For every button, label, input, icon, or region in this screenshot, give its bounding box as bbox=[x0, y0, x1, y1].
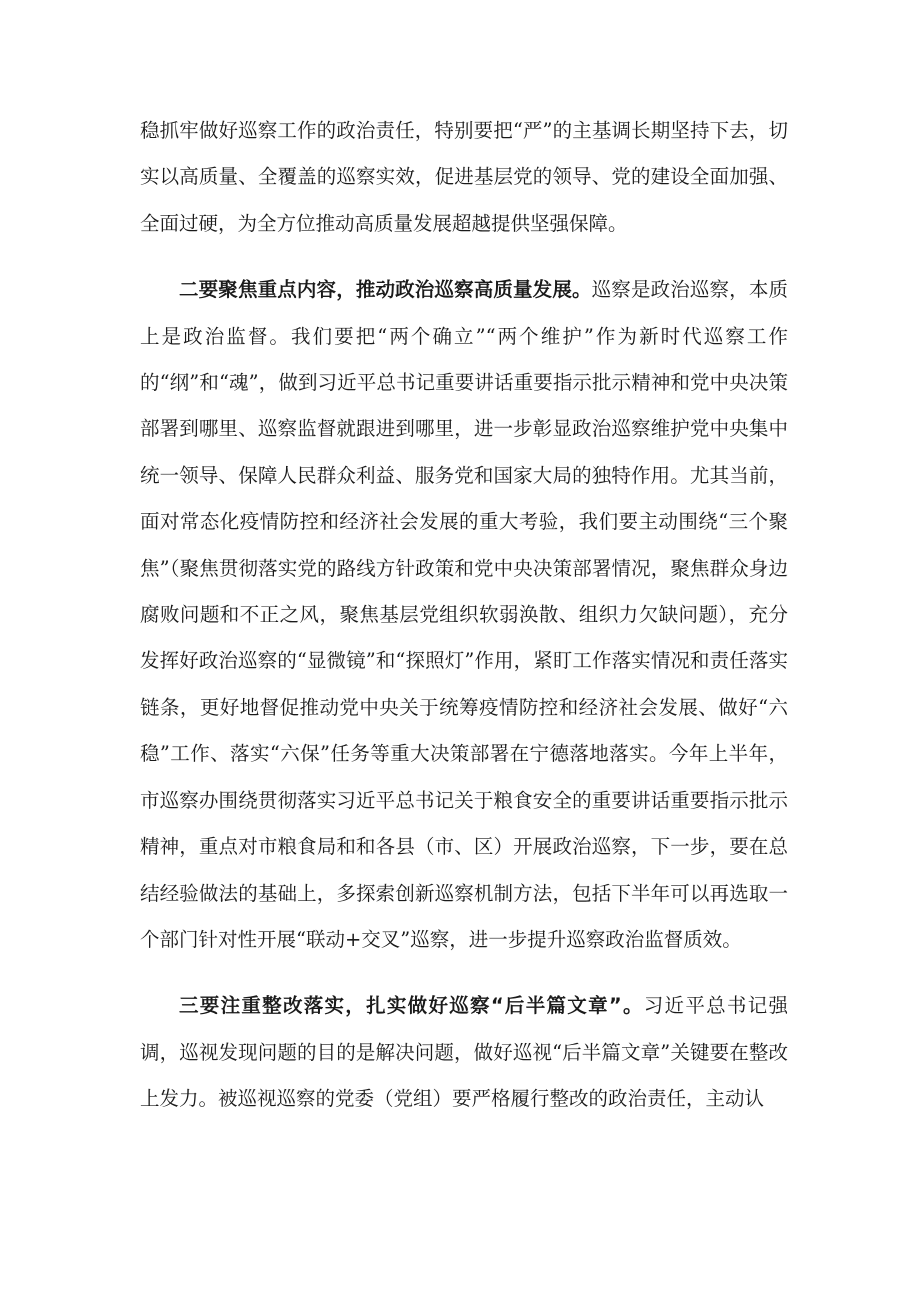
paragraph-1-body: 稳抓牢做好巡察工作的政治责任，特别要把“严”的主基调长期坚持下去，切实以高质量、全覆盖的巡察实效，促进基层党的领导、党的建设全面加强、全面过硬，为全方位推动高质量发展超越提供坚强保障。 bbox=[140, 119, 788, 235]
paragraph-2-body: 巡察是政治巡察，本质上是政治监督。我们要把“两个确立”“两个维护”作为新时代巡察工作的“纲”和“魂”，做到习近平总书记重要讲话重要指示批示精神和党中央决策部署到哪里、巡察监督就跟进到哪里，进一步彰显政治巡察维护党中央集中统一领导、保障人民群众利益、服务党和国家大局的独特作用。尤其当前，面对常态化疫情防控和经济社会发展的重大考验，我们要主动围绕“三个聚焦”（聚焦贯彻落实党的路线方针政策和党中央决策部署情况，聚焦群众身边腐败问题和不正之风，聚焦基层党组织软弱涣散、组织力欠缺问题），充分发挥好政治巡察的“显微镜”和“探照灯”作用，紧盯工作落实情况和责任落实链条，更好地督促推动党中央关于统筹疫情防控和经济社会发展、做好“六稳”工作、落实“六保”任务等重大决策部署在宁德落地落实。今年上半年，市巡察办围绕贯彻落实习近平总书记关于粮食安全的重要讲话重要指示批示精神，重点对市粮食局和和各县（市、区）开展政治巡察，下一步，要在总结经验做法的基础上，多探索创新巡察机制方法，包括下半年可以再选取一个部门针对性开展“联动+交叉”巡察，进一步提升巡察政治监督质效。 bbox=[140, 278, 788, 951]
paragraph-3-heading: 三要注重整改落实，扎实做好巡察“后半篇文章”。 bbox=[179, 994, 644, 1018]
document-page bbox=[140, 108, 788, 1123]
paragraph-1 bbox=[140, 108, 788, 247]
paragraph-2 bbox=[140, 267, 788, 963]
paragraph-3 bbox=[140, 983, 788, 1122]
paragraph-2-heading: 二要聚焦重点内容，推动政治巡察高质量发展。 bbox=[179, 278, 592, 302]
paragraph-3-body: 习近平总书记强调，巡视发现问题的目的是解决问题，做好巡视“后半篇文章”关键要在整改上发力。被巡视巡察的党委（党组）要严格履行整改的政治责任，主动认 bbox=[140, 994, 788, 1111]
